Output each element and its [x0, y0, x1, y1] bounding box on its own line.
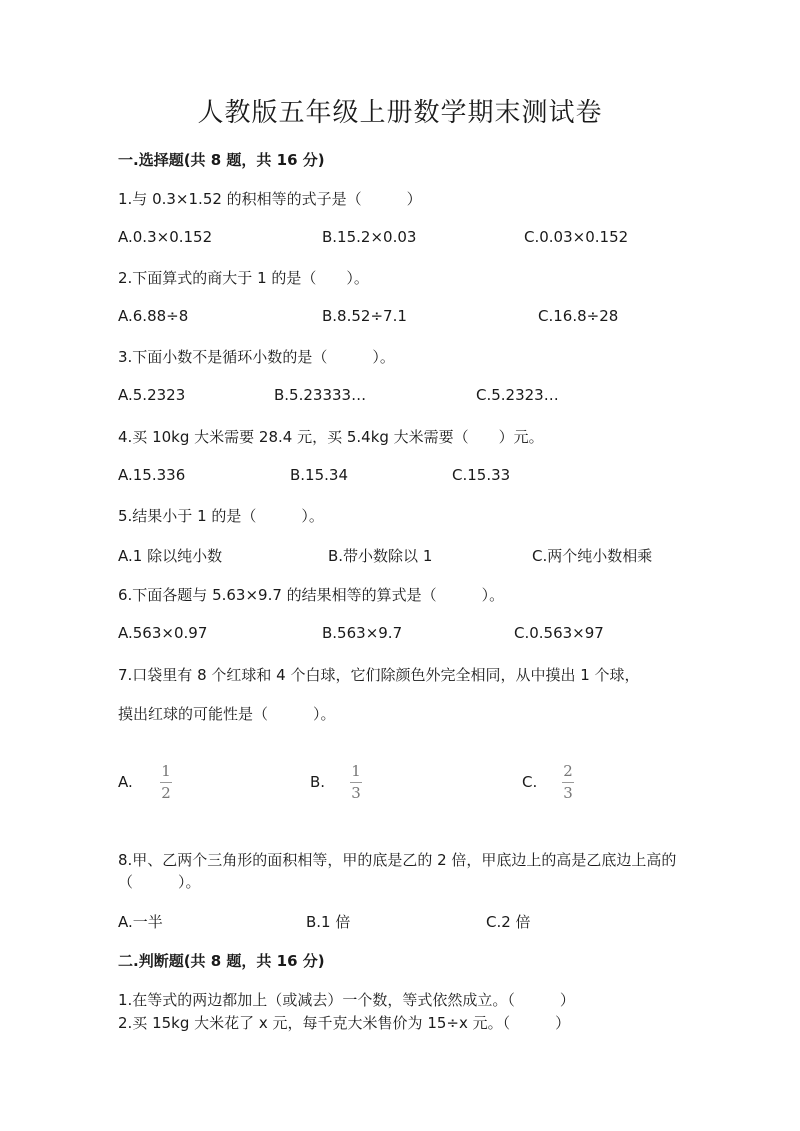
question-2-option-b: B.8.52÷7.1 [322, 307, 407, 325]
question-7-stem-line1: 7.口袋里有 8 个红球和 4 个白球，它们除颜色外完全相同，从中摸出 1 个球， [118, 666, 640, 684]
question-7-option-a-fraction [160, 764, 172, 801]
question-2-option-c: C.16.8÷28 [538, 307, 619, 325]
question-2-stem: 2.下面算式的商大于 1 的是（ ）。 [118, 269, 369, 287]
question-7-option-c-label: C. [522, 773, 538, 791]
question-5-option-a: A.1 除以纯小数 [118, 547, 223, 565]
question-6-option-a: A.563×0.97 [118, 624, 208, 642]
section-heading-judgement: 二.判断题(共 8 题，共 16 分) [118, 952, 325, 970]
fraction-numerator: 1 [161, 762, 171, 780]
question-5-option-b: B.带小数除以 1 [328, 547, 433, 565]
fraction-denominator: 2 [161, 784, 171, 802]
fraction-bar [160, 782, 172, 783]
question-5-option-c: C.两个纯小数相乘 [532, 547, 653, 565]
question-8-option-b: B.1 倍 [306, 913, 351, 931]
question-7-option-a-label: A. [118, 773, 133, 791]
question-4-option-b: B.15.34 [290, 466, 349, 484]
question-3-option-a: A.5.2323 [118, 386, 186, 404]
question-4-option-a: A.15.336 [118, 466, 186, 484]
question-5-stem: 5.结果小于 1 的是（ ）。 [118, 507, 324, 525]
section-heading-choice: 一.选择题(共 8 题，共 16 分) [118, 151, 325, 169]
fraction-denominator: 3 [351, 784, 361, 802]
fraction-denominator: 3 [563, 784, 573, 802]
question-4-stem: 4.买 10kg 大米需要 28.4 元，买 5.4kg 大米需要（ ）元。 [118, 428, 544, 446]
fraction-bar [562, 782, 574, 783]
page-title: 人教版五年级上册数学期末测试卷 [197, 98, 603, 128]
question-1-option-b: B.15.2×0.03 [322, 228, 417, 246]
question-7-option-b-fraction [350, 764, 362, 801]
question-6-option-b: B.563×9.7 [322, 624, 403, 642]
question-7-option-c-fraction [562, 764, 574, 801]
question-2-option-a: A.6.88÷8 [118, 307, 189, 325]
question-7-option-b-label: B. [310, 773, 326, 791]
question-3-option-b: B.5.23333… [274, 386, 367, 404]
question-4-option-c: C.15.33 [452, 466, 511, 484]
question-8-stem: 8.甲、乙两个三角形的面积相等，甲的底是乙的 2 倍，甲底边上的高是乙底边上高的（ ）。 [118, 851, 677, 891]
question-6-option-c: C.0.563×97 [514, 624, 604, 642]
question-6-stem: 6.下面各题与 5.63×9.7 的结果相等的算式是（ ）。 [118, 586, 505, 604]
fraction-numerator: 1 [351, 762, 361, 780]
question-8-option-c: C.2 倍 [486, 913, 531, 931]
question-8-option-a: A.一半 [118, 913, 163, 931]
question-1-stem: 1.与 0.3×1.52 的积相等的式子是（ ） [118, 190, 422, 208]
question-3-option-c: C.5.2323… [476, 386, 559, 404]
judgement-question-1: 1.在等式的两边都加上（或减去）一个数，等式依然成立。（ ） [118, 991, 575, 1009]
fraction-numerator: 2 [563, 762, 573, 780]
question-1-option-a: A.0.3×0.152 [118, 228, 213, 246]
fraction-bar [350, 782, 362, 783]
question-7-stem-line2: 摸出红球的可能性是（ ）。 [118, 705, 336, 723]
question-3-stem: 3.下面小数不是循环小数的是（ ）。 [118, 348, 395, 366]
question-1-option-c: C.0.03×0.152 [524, 228, 629, 246]
judgement-question-2: 2.买 15kg 大米花了 x 元，每千克大米售价为 15÷x 元。（ ） [118, 1014, 571, 1032]
